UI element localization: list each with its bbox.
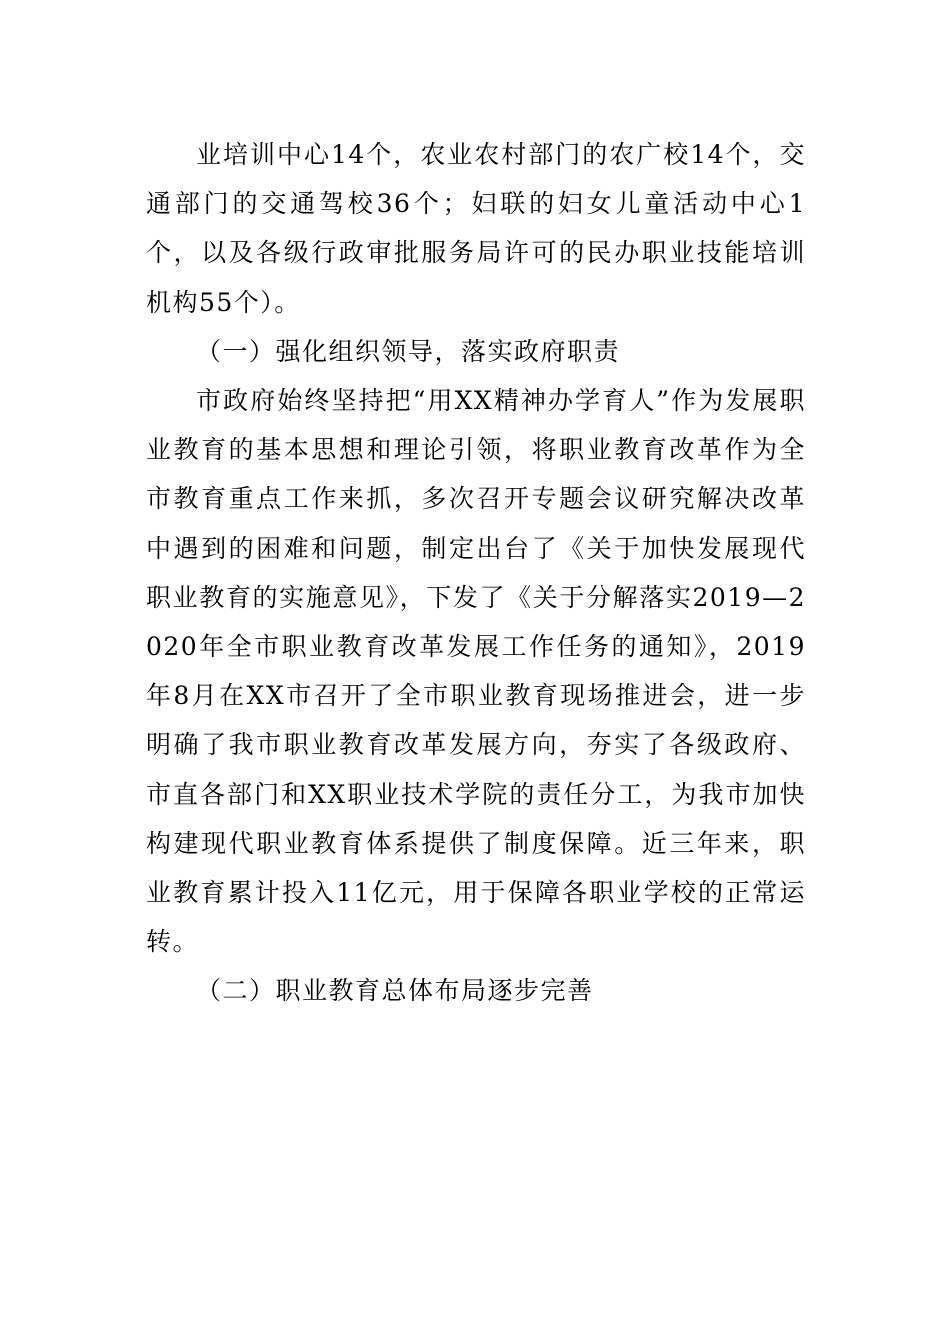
section-heading-1: （一）强化组织领导，落实政府职责 bbox=[196, 336, 621, 366]
paragraph-government-leadership: 市政府始终坚持把“用XX精神办学育人”作为发展职业教育的基本思想和理论引领，将职业教育改革作为全市教育重点工作来抓，多次召开专题会议研究解决改革中遇到的困难和问题，制定出台了《关于加快发展现代职业教育的实施意见》，下发了《关于分解落实2019—2020年全市职业教育改革发展工作任务的通知》，2019年8月在XX市召开了全市职业教育现场推进会，进一步明确了我市职业教育改革发展方向，夯实了各级政府、市直各部门和XX职业技术学院的责任分工，为我市加快构建现代职业教育体系提供了制度保障。近三年来，职业教育累计投入11亿元，用于保障各职业学校的正常运转。 bbox=[146, 386, 806, 957]
paragraph-training-institutions: 业培训中心14个，农业农村部门的农广校14个，交通部门的交通驾校36个；妇联的妇女儿童活动中心1个，以及各级行政审批服务局许可的民办职业技能培训机构55个）。 bbox=[146, 140, 806, 317]
section-heading-2: （二）职业教育总体布局逐步完善 bbox=[196, 976, 594, 1006]
document-body bbox=[146, 130, 806, 1016]
